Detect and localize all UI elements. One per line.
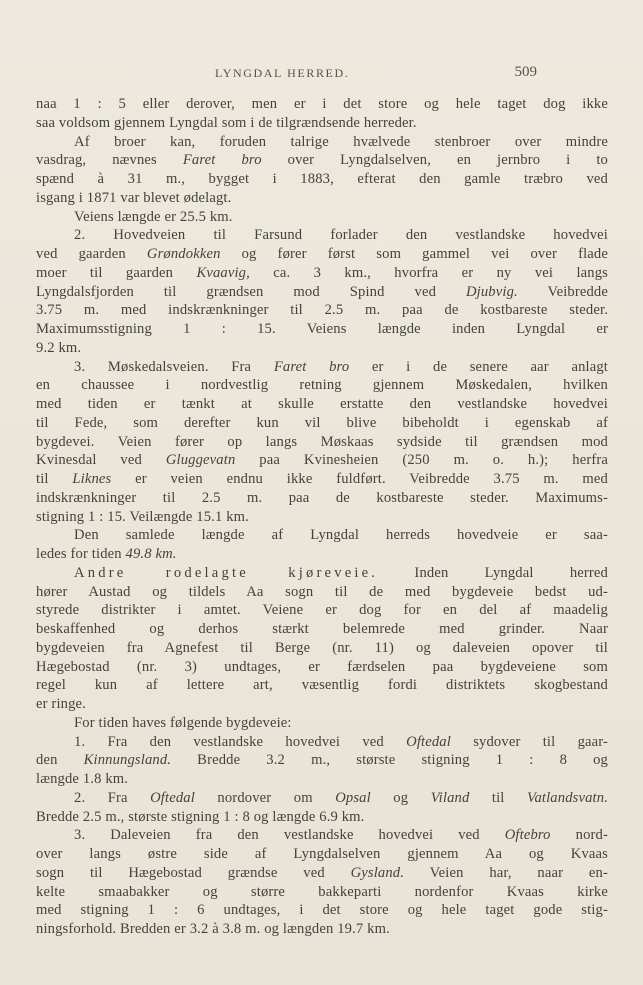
place-name: Opsal	[335, 789, 371, 806]
text-line: stigning 1 : 15. Veilængde 15.1 km.	[36, 508, 249, 525]
section-heading: Andre rodelagte kjøreveie.	[74, 564, 379, 581]
text-line: 1. Fra den vestlandske hovedvei ved Oftedal sydover til gaar-	[74, 733, 608, 750]
text-line: hører Austad og tildels Aa sogn til de med bygdeveie bedst ud-	[36, 583, 608, 600]
place-name: Liknes	[72, 471, 112, 487]
place-name: Faret bro	[273, 358, 350, 375]
text-line: med tiden er tænkt at skulle erstatte den vestlandske hovedvei	[36, 396, 608, 412]
text-line: 3. Daleveien fra den vestlandske hovedvei ved Oftebro nord-	[74, 827, 608, 844]
text-line: sogn til Hægebostad grændse ved Gysland. Veien har, naar en-	[36, 864, 608, 881]
text-line: saa voldsom gjennem Lyngdal som i de tilgrændsende herreder.	[36, 114, 417, 131]
text-line: moer til gaarden Kvaavig, ca. 3 km., hvorfra er ny vei langs	[36, 264, 609, 281]
text-line: Andre rodelagte kjøreveie. Inden Lyngdal herred	[74, 564, 609, 581]
text-line: ved gaarden Grøndokken og fører først som gammel vei over flade	[36, 246, 608, 262]
place-name: Gysland.	[350, 864, 405, 881]
text-line: naa 1 : 5 eller derover, men er i det store og hele taget dog ikke	[36, 96, 608, 112]
text-line: 2. Fra Oftedal nordover om Opsal og Viland til Vatlandsvatn.	[74, 789, 608, 806]
text-line: den Kinnungsland. Bredde 3.2 m., største stigning 1 : 8 og	[36, 752, 608, 769]
place-name: Vatlandsvatn.	[527, 789, 608, 806]
running-head-title: LYNGDAL HERRED.	[215, 66, 350, 80]
text-line: Hægebostad (nr. 3) undtages, er færdselen paa bygdeveiene som	[36, 658, 608, 675]
place-name: Oftedal	[150, 789, 195, 806]
page-number: 509	[514, 64, 537, 80]
text-line: isgang i 1871 var blevet ødelagt.	[36, 189, 232, 206]
text-line: 3.75 m. med indskrænkninger til 2.5 m. paa de kostbareste steder.	[36, 302, 608, 319]
text-line: er ringe.	[36, 696, 86, 712]
place-name: Viland	[430, 789, 470, 806]
text-line: 2. Hovedveien til Farsund forlader den vestlandske hovedvei	[74, 227, 608, 244]
text-line: 9.2 km.	[36, 339, 82, 356]
text-line: kelte smaabakker og større bakkeparti nordenfor Kvaas kirke	[36, 883, 608, 900]
text-line: Den samlede længde af Lyngdal herreds hovedveie er saa-	[74, 527, 608, 544]
text-line: Veiens længde er 25.5 km.	[74, 208, 233, 225]
text-line: Lyngdalsfjorden til grændsen mod Spind ved Djubvig. Veibredde	[36, 283, 609, 300]
text-line: over langs østre side af Lyngdalselven gjennem Aa og Kvaas	[36, 846, 608, 862]
text-line: Af broer kan, foruden talrige hvælvede stenbroer over mindre	[74, 133, 608, 150]
place-name: Oftedal	[406, 733, 451, 750]
text-line: ningsforhold. Bredden er 3.2 à 3.8 m. og længden 19.7 km.	[36, 921, 390, 937]
text-line: For tiden haves følgende bygdeveie:	[74, 714, 292, 731]
text-line: længde 1.8 km.	[36, 771, 129, 787]
text-line: vasdrag, nævnes Faret bro over Lyngdalselven, en jernbro i to	[36, 152, 608, 169]
text-line: til Liknes er veien endnu ikke fuldført. Veibredde 3.75 m. med	[36, 471, 608, 487]
text-line: styrede distrikter i amtet. Veiene er dog for en del af maadelig	[36, 602, 608, 619]
place-name: Faret bro	[182, 152, 262, 169]
place-name: Oftebro	[504, 827, 551, 844]
text-line: bygdeveien fra Agnefest til Berge (nr. 11) og daleveien opover til	[36, 639, 608, 656]
text-line: 3. Møskedalsveien. Fra Faret bro er i de senere aar anlagt	[74, 358, 608, 375]
text-line: Bredde 2.5 m., største stigning 1 : 8 og længde 6.9 km.	[36, 808, 365, 825]
total-length: 49.8 km.	[125, 546, 177, 562]
place-name: Gluggevatn	[165, 452, 236, 469]
text-line: med stigning 1 : 6 undtages, i det store og hele taget gode stig-	[36, 902, 608, 919]
text-line: en chaussee i nordvestlig retning gjennem Møskedalen, hvilken	[36, 377, 608, 394]
text-line: Maximumsstigning 1 : 15. Veiens længde inden Lyngdal er	[36, 321, 608, 337]
place-name: Kinnungsland.	[83, 752, 172, 769]
text-line: Kvinesdal ved Gluggevatn paa Kvinesheien (250 m. o. h.); herfra	[36, 452, 608, 469]
place-name: Grøndokken	[146, 246, 221, 262]
text-line: til Fede, som derefter kun vil blive bibeholdt i egenskab af	[36, 414, 608, 431]
text-line: beskaffenhed og derhos stærkt belemrede med grinder. Naar	[36, 621, 608, 637]
place-name: Kvaavig,	[196, 264, 250, 281]
text-line: spænd à 31 m., bygget i 1883, efterat den gamle træbro ved	[36, 171, 608, 187]
running-head	[0, 66, 643, 86]
text-line: ledes for tiden 49.8 km.	[36, 546, 177, 562]
text-line: indskrænkninger til 2.5 m. paa de kostbareste steder. Maximums-	[36, 489, 608, 506]
place-name: Djubvig.	[465, 283, 518, 300]
text-line: bygdevei. Veien fører op langs Møskaas sydside til grændsen mod	[36, 433, 608, 450]
text-line: regel kun af lettere art, væsentlig fordi distriktets skogbestand	[36, 677, 608, 694]
body-text	[36, 95, 608, 939]
